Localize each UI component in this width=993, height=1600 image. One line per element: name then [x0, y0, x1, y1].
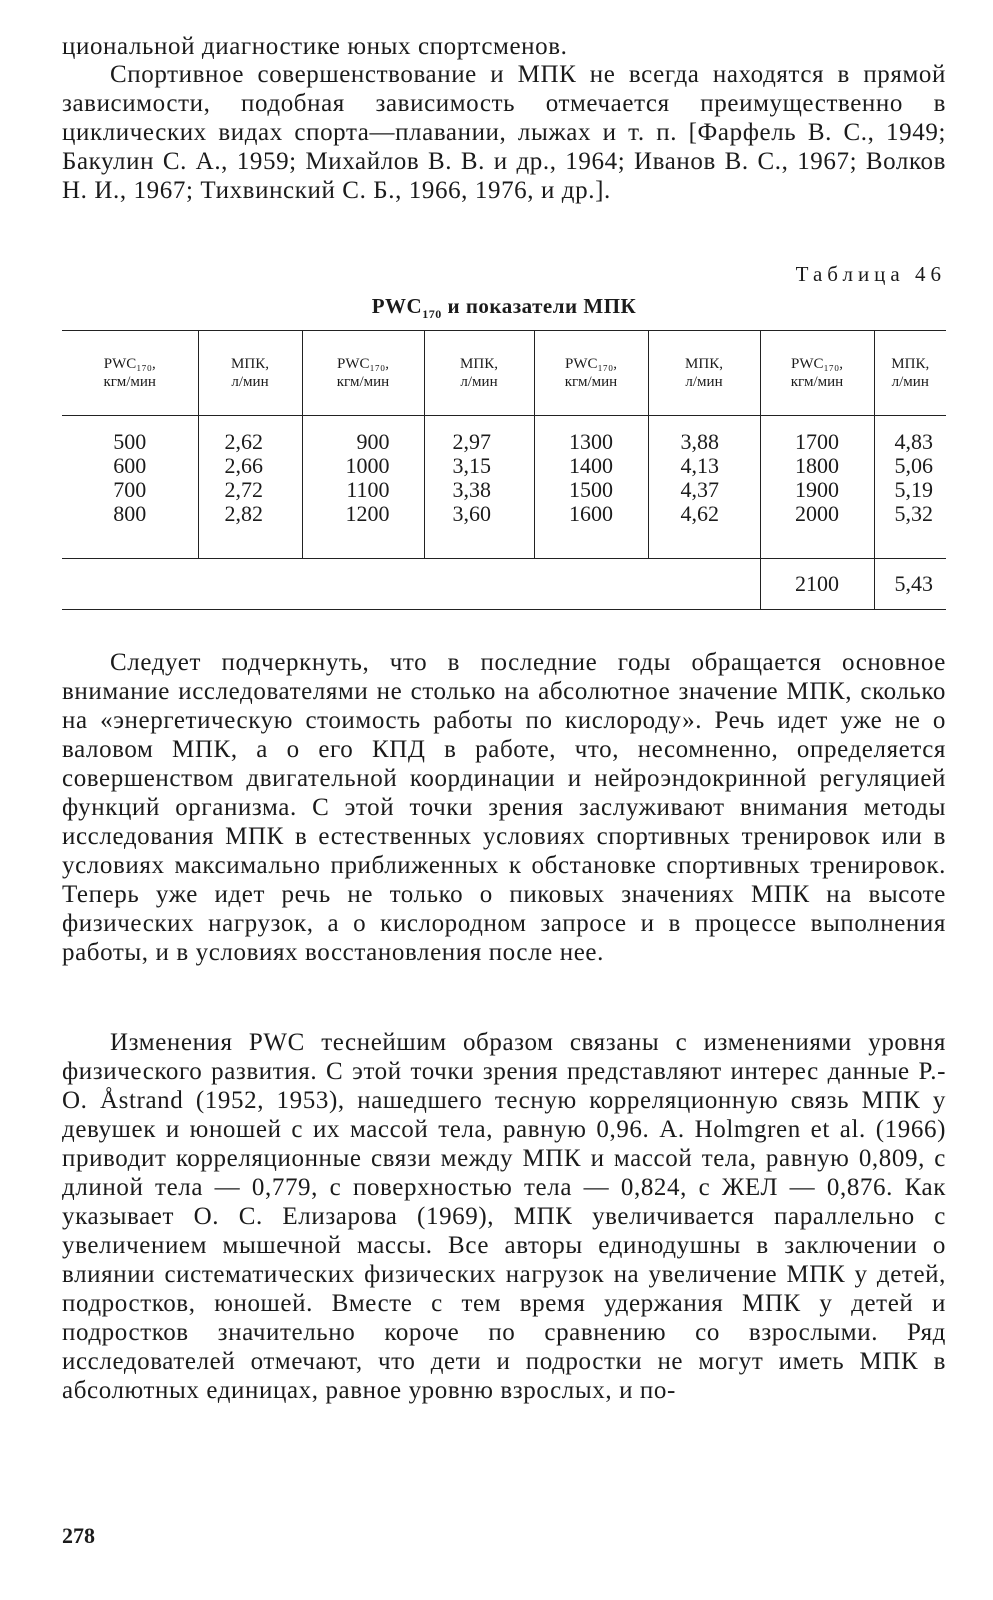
paragraph-sport-mpk: Спортивное совершенствование и МПК не всегда находятся в прямой зависимости, подобная зависимость отмечается преимущественно в циклических видах спорта—плавании, лыжах и т. п. [Фарфель В. С., 1949; Бакулин С. А., 1959; Михайлов В. В. и др., 1964; Иванов В. С., 1967; Волков Н. И., 1967; Тихвинский С. Б., 1966, 1976, и др.].	[62, 61, 946, 204]
mpk-cell-group-1	[198, 416, 302, 559]
table-number-label: Таблица 46	[795, 262, 946, 286]
table-value: 1200	[345, 501, 390, 526]
table-value: 700	[113, 477, 147, 502]
header-pwc-3: PWC₁₇₀, кгм/мин	[534, 331, 648, 416]
table-header-row	[62, 331, 946, 416]
table-value: 1800	[795, 453, 839, 478]
pwc-cell-group-2	[302, 416, 424, 559]
table-value: 1500	[569, 477, 613, 502]
extra-row-empty	[62, 559, 760, 610]
table-value: 1400	[569, 453, 613, 478]
table-value: 2000	[795, 501, 839, 526]
header-mpk-4: МПК, л/мин	[874, 331, 946, 416]
table-value: 4,83	[894, 429, 933, 454]
table-value: 3,38	[452, 477, 491, 502]
table-value: 2,97	[452, 429, 491, 454]
table-value: 3,88	[680, 429, 719, 454]
table-value: 5,19	[894, 477, 933, 502]
paragraph-energy-cost: Следует подчеркнуть, что в последние годы обращается основное внимание исследователями не столько на абсолютное значение МПК, сколько на «энергетическую стоимость работы по кислороду». Речь идет уже не о валовом МПК, а о его КПД в работе, что, несомненно, определяется совершенством двигательной координации и нейроэндокринной регуляцией функций организма. С этой точки зрения заслуживают внимания методы исследования МПК в естественных условиях спортивных тренировок или в условиях максимально приближенных к обстановке спортивных тренировок. Теперь уже идет речь не только о пиковых значениях МПК на высоте физических нагрузок, а о кислородном запросе и в процессе выполнения работы, и в условиях восстановления после нее.	[62, 649, 946, 966]
table-title-prefix: PWC	[371, 294, 423, 318]
table-value: 4,37	[680, 477, 719, 502]
table-value: 5,32	[894, 501, 933, 526]
table-value: 1700	[795, 429, 839, 454]
pwc-cell-group-3	[534, 416, 648, 559]
header-mpk-2: МПК, л/мин	[424, 331, 534, 416]
paragraph-pwc-changes: Изменения PWC теснейшим образом связаны с изменениями уровня физического развития. С этой точки зрения представляют интерес данные P.-O. Åstrand (1952, 1953), нашедшего тесную корреляционную связь МПК у девушек и юношей с их массой тела, равную 0,96. A. Holmgren et al. (1966) приводит корреляционные связи между МПК и массой тела, равную 0,809, с длиной тела — 0,779, с поверхностью тела — 0,824, с ЖЕЛ — 0,876. Как указывает О. С. Елизарова (1969), МПК увеличивается параллельно с увеличением мышечной массы. Все авторы единодушны в заключении о влиянии систематических физических нагрузок на увеличение МПК у детей, подростков, юношей. Вместе с тем время удержания МПК у детей и подростков значительно короче по сравнению со взрослыми. Ряд исследователей отмечают, что дети и подростки не могут иметь МПК в абсолютных единицах, равное уровню взрослых, и по-	[62, 1029, 946, 1404]
table-value: 2,72	[224, 477, 263, 502]
header-pwc-1: PWC₁₇₀, кгм/мин	[103, 356, 156, 390]
table-value: 3,15	[452, 453, 491, 478]
extra-row-mpk: 5,43	[874, 559, 946, 610]
table-value: 1000	[345, 453, 390, 478]
pwc-mpk-table	[62, 330, 946, 610]
table-title-suffix: и показатели МПК	[441, 294, 637, 318]
table-value: 1100	[346, 477, 390, 502]
table-value: 1600	[569, 501, 613, 526]
extra-row-pwc: 2100	[760, 559, 874, 610]
mpk-cell-group-2	[424, 416, 534, 559]
table-value: 500	[113, 429, 147, 454]
table-extra-row	[62, 559, 946, 610]
table-title	[62, 294, 946, 322]
table-value: 4,62	[680, 501, 719, 526]
header-pwc-2: PWC₁₇₀, кгм/мин	[302, 331, 424, 416]
table-value: 5,06	[894, 453, 933, 478]
header-mpk-3: МПК, л/мин	[648, 331, 760, 416]
table-value: 3,60	[452, 501, 491, 526]
table-value: 600	[113, 453, 147, 478]
header-mpk-1: МПК, л/мин	[198, 331, 302, 416]
mpk-cell-group-4	[874, 416, 946, 559]
table-value: 800	[113, 501, 147, 526]
intro-line: циональной диагностике юных спортсменов.	[62, 33, 568, 60]
pwc-cell-group-4	[760, 416, 874, 559]
mpk-cell-group-3	[648, 416, 760, 559]
table-body-row	[62, 416, 946, 559]
pwc-cell-group-1	[62, 416, 198, 559]
table-value: 1300	[569, 429, 613, 454]
table-value: 2,82	[224, 501, 263, 526]
pwc-mpk-table-wrapper	[62, 330, 946, 610]
table-value: 2,62	[224, 429, 263, 454]
table-title-subscript: 170	[422, 307, 442, 322]
table-value: 4,13	[680, 453, 719, 478]
table-value: 900	[356, 429, 390, 454]
header-pwc-4: PWC₁₇₀, кгм/мин	[760, 331, 874, 416]
table-value: 1900	[795, 477, 839, 502]
table-value: 2,66	[224, 453, 263, 478]
page-number: 278	[62, 1523, 95, 1548]
